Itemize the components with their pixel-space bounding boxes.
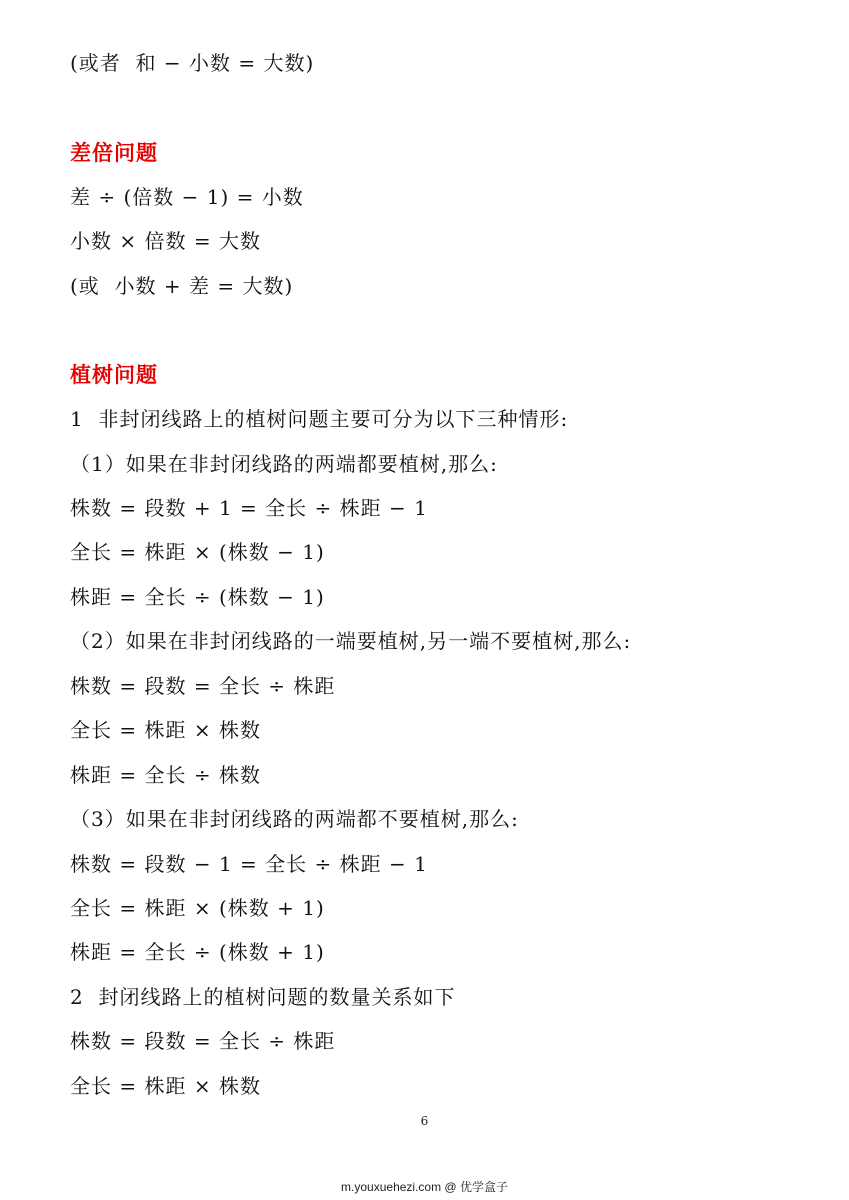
formula-line: 全长 = 株距 × 株数 bbox=[70, 718, 261, 742]
page-number: 6 bbox=[420, 1114, 429, 1128]
formula-line: 全长 = 株距 × (株数 + 1) bbox=[70, 896, 325, 920]
formula-line: 株距 = 全长 ÷ (株数 + 1) bbox=[70, 940, 325, 964]
formula-line: 株距 = 全长 ÷ 株数 bbox=[70, 763, 261, 787]
paragraph-line: （3）如果在非封闭线路的两端都不要植树,那么: bbox=[70, 807, 519, 831]
formula-line: 株距 = 全长 ÷ (株数 − 1) bbox=[70, 585, 325, 609]
intro-line: (或者 和 − 小数 = 大数) bbox=[70, 51, 315, 75]
paragraph-line: 2 封闭线路上的植树问题的数量关系如下 bbox=[70, 985, 456, 1009]
formula-line: 差 ÷ (倍数 − 1) = 小数 bbox=[70, 185, 304, 209]
formula-line: 全长 = 株距 × (株数 − 1) bbox=[70, 540, 325, 564]
section-heading-difference-multiple: 差倍问题 bbox=[70, 140, 158, 165]
paragraph-line: （2）如果在非封闭线路的一端要植树,另一端不要植树,那么: bbox=[70, 629, 632, 653]
formula-line: (或 小数 + 差 = 大数) bbox=[70, 274, 294, 298]
formula-line: 株数 = 段数 − 1 = 全长 ÷ 株距 − 1 bbox=[70, 852, 428, 876]
formula-line: 株数 = 段数 = 全长 ÷ 株距 bbox=[70, 674, 336, 698]
formula-line: 全长 = 株距 × 株数 bbox=[70, 1074, 261, 1098]
formula-line: 株数 = 段数 + 1 = 全长 ÷ 株距 − 1 bbox=[70, 496, 428, 520]
section-heading-tree-planting: 植树问题 bbox=[70, 362, 158, 387]
formula-line: 小数 × 倍数 = 大数 bbox=[70, 229, 261, 253]
paragraph-line: 1 非封闭线路上的植树问题主要可分为以下三种情形: bbox=[70, 407, 569, 431]
footer-watermark: m.youxuehezi.com @ 优学盒子 bbox=[341, 1180, 508, 1194]
formula-line: 株数 = 段数 = 全长 ÷ 株距 bbox=[70, 1029, 336, 1053]
paragraph-line: （1）如果在非封闭线路的两端都要植树,那么: bbox=[70, 452, 498, 476]
